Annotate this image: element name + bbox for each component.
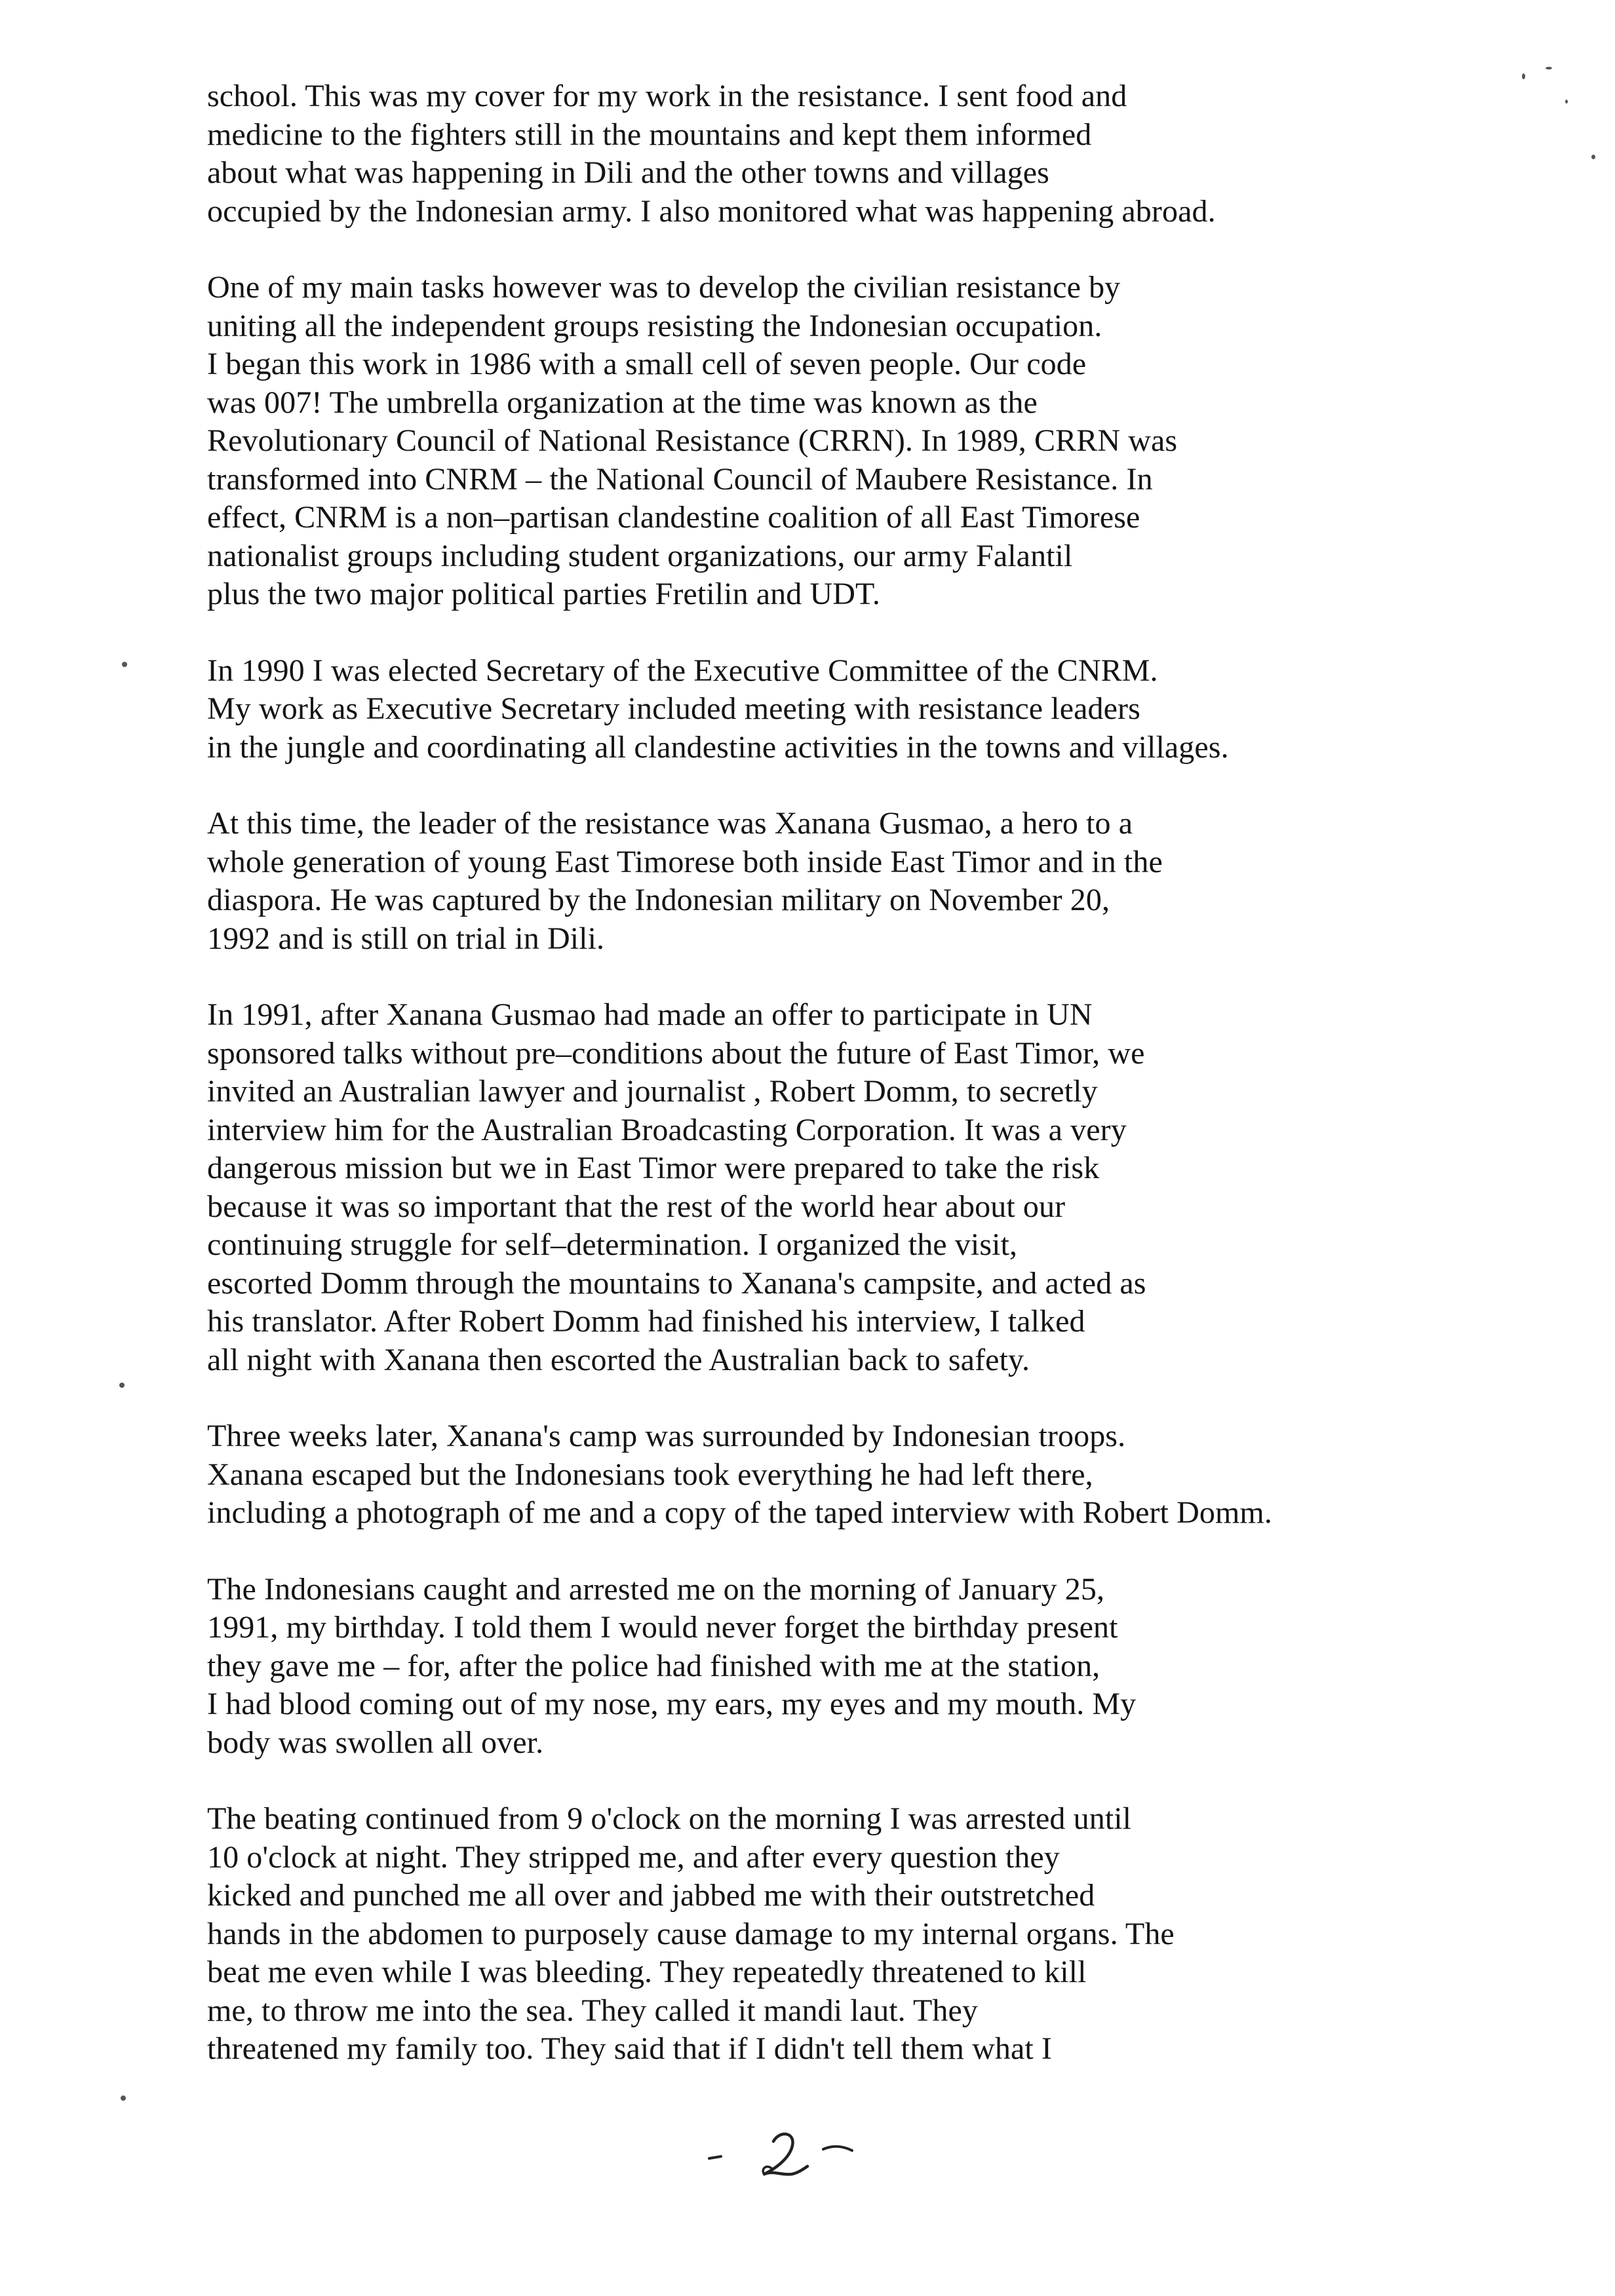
text-line: My work as Executive Secretary included meeting with resistance leaders <box>207 691 1140 726</box>
document-body <box>207 77 1505 2107</box>
text-line: dangerous mission but we in East Timor were prepared to take the risk <box>207 1151 1100 1185</box>
text-line: they gave me – for, after the police had finished with me at the station, <box>207 1648 1100 1683</box>
paragraph <box>207 996 1505 1379</box>
text-line: nationalist groups including student organizations, our army Falantil <box>207 538 1073 573</box>
text-line: kicked and punched me all over and jabbed me with their outstretched <box>207 1878 1095 1913</box>
text-line: whole generation of young East Timorese both inside East Timor and in the <box>207 844 1163 879</box>
paragraph <box>207 1571 1505 1763</box>
margin-dot <box>122 662 127 667</box>
text-line: uniting all the independent groups resisting the Indonesian occupation. <box>207 308 1102 343</box>
text-line: occupied by the Indonesian army. I also monitored what was happening abroad. <box>207 193 1216 229</box>
text-line: The Indonesians caught and arrested me on the morning of January 25, <box>207 1571 1105 1607</box>
text-line: In 1991, after Xanana Gusmao had made an offer to participate in UN <box>207 997 1093 1032</box>
text-line: Xanana escaped but the Indonesians took everything he had left there, <box>207 1457 1093 1492</box>
text-line: I had blood coming out of my nose, my ears, my eyes and my mouth. My <box>207 1687 1137 1721</box>
text-line: hands in the abdomen to purposely cause damage to my internal organs. The <box>207 1916 1175 1951</box>
text-line: Revolutionary Council of National Resistance (CRRN). In 1989, CRRN was <box>207 423 1178 458</box>
text-line: Three weeks later, Xanana's camp was surrounded by Indonesian troops. <box>207 1419 1126 1453</box>
text-line: was 007! The umbrella organization at the time was known as the <box>207 385 1038 420</box>
text-line: 10 o'clock at night. They stripped me, and after every question they <box>207 1839 1060 1875</box>
text-line: escorted Domm through the mountains to Xanana's campsite, and acted as <box>207 1265 1146 1301</box>
page-number-right-dash <box>823 2147 852 2151</box>
page-number-left-dash <box>709 2156 721 2158</box>
text-line: 1991, my birthday. I told them I would never forget the birthday present <box>207 1610 1118 1645</box>
text-line: interview him for the Australian Broadcasting Corporation. It was a very <box>207 1112 1127 1147</box>
paragraph <box>207 1800 1505 2069</box>
text-line: threatened my family too. They said that if I didn't tell them what I <box>207 2031 1053 2066</box>
text-line: because it was so important that the rest of the world hear about our <box>207 1189 1066 1224</box>
paragraph <box>207 1417 1505 1533</box>
text-line: diaspora. He was captured by the Indonesian military on November 20, <box>207 883 1110 917</box>
scan-speck <box>1591 155 1595 159</box>
text-line: all night with Xanana then escorted the Australian back to safety. <box>207 1342 1030 1377</box>
margin-dot <box>119 1383 125 1388</box>
text-line: At this time, the leader of the resistance was Xanana Gusmao, a hero to a <box>207 806 1133 841</box>
scan-speck <box>1522 73 1525 79</box>
handwritten-page-number <box>701 2122 872 2187</box>
text-line: beat me even while I was bleeding. They repeatedly threatened to kill <box>207 1955 1087 1989</box>
paragraph <box>207 77 1505 231</box>
text-line: One of my main tasks however was to develop the civilian resistance by <box>207 270 1121 305</box>
scan-speck <box>1565 100 1568 104</box>
paragraph <box>207 805 1505 958</box>
text-line: in the jungle and coordinating all clandestine activities in the towns and villages. <box>207 729 1229 765</box>
text-line: medicine to the fighters still in the mountains and kept them informed <box>207 117 1092 152</box>
margin-dot <box>121 2095 126 2101</box>
scan-speck <box>1546 67 1552 69</box>
text-line: including a photograph of me and a copy of the taped interview with Robert Domm. <box>207 1495 1272 1530</box>
text-line: effect, CNRM is a non–partisan clandestine coalition of all East Timorese <box>207 500 1140 535</box>
text-line: 1992 and is still on trial in Dili. <box>207 921 605 956</box>
text-line: The beating continued from 9 o'clock on the morning I was arrested until <box>207 1801 1132 1836</box>
text-line: body was swollen all over. <box>207 1725 544 1760</box>
text-line: about what was happening in Dili and the other towns and villages <box>207 155 1049 190</box>
text-line: I began this work in 1986 with a small cell of seven people. Our code <box>207 347 1087 381</box>
text-line: sponsored talks without pre–conditions about the future of East Timor, we <box>207 1035 1145 1071</box>
text-line: invited an Australian lawyer and journalist , Robert Domm, to secretly <box>207 1074 1098 1109</box>
text-line: plus the two major political parties Fretilin and UDT. <box>207 577 880 611</box>
paragraph <box>207 652 1505 767</box>
paragraph <box>207 269 1505 614</box>
text-line: In 1990 I was elected Secretary of the Executive Committee of the CNRM. <box>207 653 1158 688</box>
text-line: his translator. After Robert Domm had finished his interview, I talked <box>207 1304 1085 1339</box>
text-line: me, to throw me into the sea. They called it mandi laut. They <box>207 1993 979 2028</box>
text-line: continuing struggle for self–determination. I organized the visit, <box>207 1227 1018 1262</box>
text-line: school. This was my cover for my work in the resistance. I sent food and <box>207 79 1127 113</box>
text-line: transformed into CNRM – the National Council of Maubere Resistance. In <box>207 461 1153 497</box>
